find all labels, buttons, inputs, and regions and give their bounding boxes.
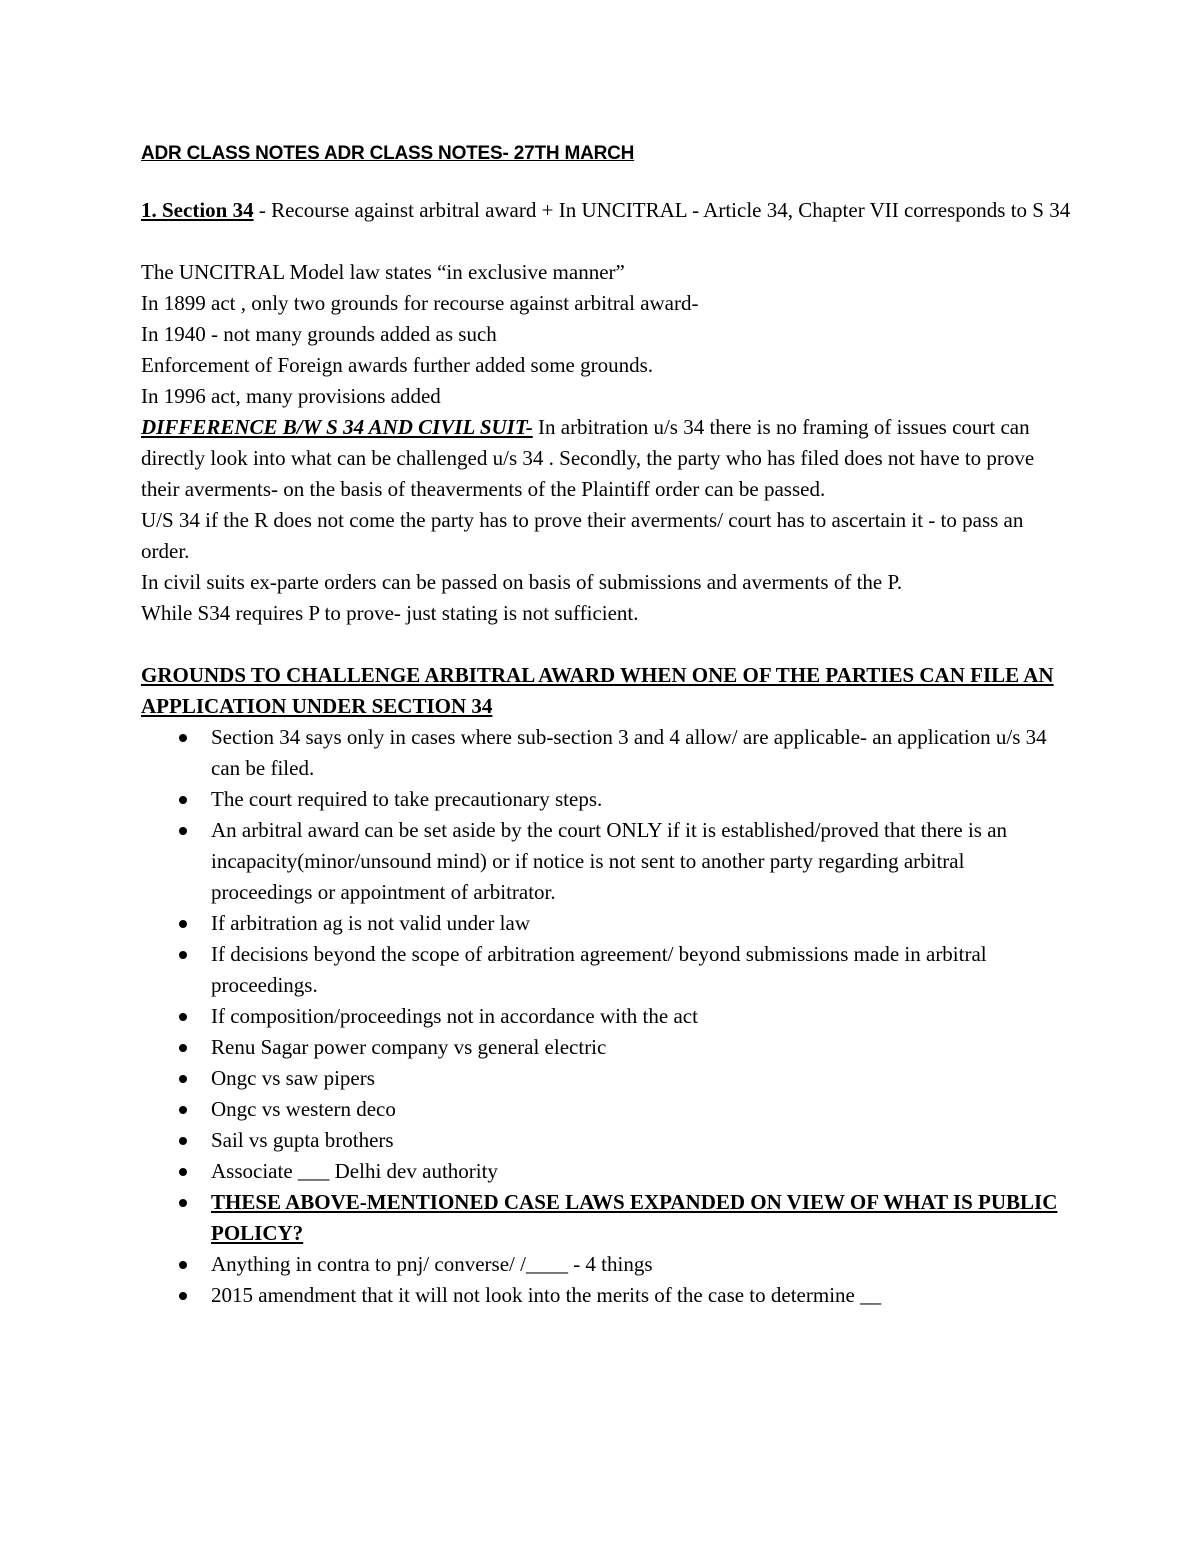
section-paragraph: [141, 195, 1071, 226]
list-item: 2015 amendment that it will not look into the merits of the case to determine __: [141, 1280, 1071, 1311]
list-item: Associate ___ Delhi dev authority: [141, 1156, 1071, 1187]
history-line: In 1940 - not many grounds added as such: [141, 322, 497, 346]
bullet-icon: [179, 1168, 187, 1176]
list-item: Sail vs gupta brothers: [141, 1125, 1071, 1156]
section-heading: 1. Section 34: [141, 198, 254, 222]
bullet-icon: [179, 1075, 187, 1083]
after-line: While S34 requires P to prove- just stating is not sufficient.: [141, 601, 639, 625]
list-item: If decisions beyond the scope of arbitration agreement/ beyond submissions made in arbitral proceedings.: [141, 939, 1071, 1001]
bullet-icon: [179, 1261, 187, 1269]
bullet-icon: [179, 734, 187, 742]
grounds-heading: GROUNDS TO CHALLENGE ARBITRAL AWARD WHEN ONE OF THE PARTIES CAN FILE AN APPLICATION UNDER SECTION 34: [141, 663, 1054, 718]
history-line: In 1899 act , only two grounds for recourse against arbitral award-: [141, 291, 699, 315]
bullet-icon: [179, 920, 187, 928]
bullet-icon: [179, 951, 187, 959]
document-title: ADR CLASS NOTES ADR CLASS NOTES- 27TH MARCH: [141, 143, 635, 164]
bullet-icon: [179, 1044, 187, 1052]
bullet-icon: [179, 827, 187, 835]
difference-heading: DIFFERENCE B/W S 34 AND CIVIL SUIT-: [141, 415, 533, 439]
list-item: The court required to take precautionary steps.: [141, 784, 1071, 815]
list-item: Ongc vs western deco: [141, 1094, 1071, 1125]
after-line: U/S 34 if the R does not come the party has to prove their averments/ court has to ascertain it - to pass an order.: [141, 508, 1024, 563]
history-line: Enforcement of Foreign awards further added some grounds.: [141, 353, 654, 377]
list-item: Anything in contra to pnj/ converse/ /____ - 4 things: [141, 1249, 1071, 1280]
bullet-icon: [179, 1199, 187, 1207]
history-block: [141, 257, 1071, 629]
bullet-icon: [179, 1292, 187, 1300]
difference-paragraph: [141, 412, 1071, 505]
difference-text: In arbitration u/s 34 there is no framing of issues court can directly look into what can be challenged u/s 34 . Secondly, the party who has filed does not have to prove their averments- on the basis of theaverments of the Plaintiff order can be passed.: [141, 415, 1035, 501]
list-item: An arbitral award can be set aside by the court ONLY if it is established/proved that there is an incapacity(minor/unsound mind) or if notice is not sent to another party regarding arbitral proceedings or appointment of arbitrator.: [141, 815, 1071, 908]
document-page: [141, 138, 1071, 1311]
list-item: If arbitration ag is not valid under law: [141, 908, 1071, 939]
bullet-icon: [179, 1106, 187, 1114]
list-item: Ongc vs saw pipers: [141, 1063, 1071, 1094]
history-line: The UNCITRAL Model law states “in exclusive manner”: [141, 260, 625, 284]
after-line: In civil suits ex-parte orders can be passed on basis of submissions and averments of the P.: [141, 570, 903, 594]
list-item-emphasis: THESE ABOVE-MENTIONED CASE LAWS EXPANDED ON VIEW OF WHAT IS PUBLIC POLICY?: [141, 1187, 1071, 1249]
list-item: Section 34 says only in cases where sub-section 3 and 4 allow/ are applicable- an application u/s 34 can be filed.: [141, 722, 1071, 784]
bullet-icon: [179, 796, 187, 804]
bullet-icon: [179, 1013, 187, 1021]
section-text: - Recourse against arbitral award + In UNCITRAL - Article 34, Chapter VII corresponds to S 34: [253, 198, 1071, 222]
bullet-icon: [179, 1137, 187, 1145]
history-line: In 1996 act, many provisions added: [141, 384, 441, 408]
list-item: Renu Sagar power company vs general electric: [141, 1032, 1071, 1063]
grounds-list: [141, 722, 1071, 1311]
list-item: If composition/proceedings not in accordance with the act: [141, 1001, 1071, 1032]
